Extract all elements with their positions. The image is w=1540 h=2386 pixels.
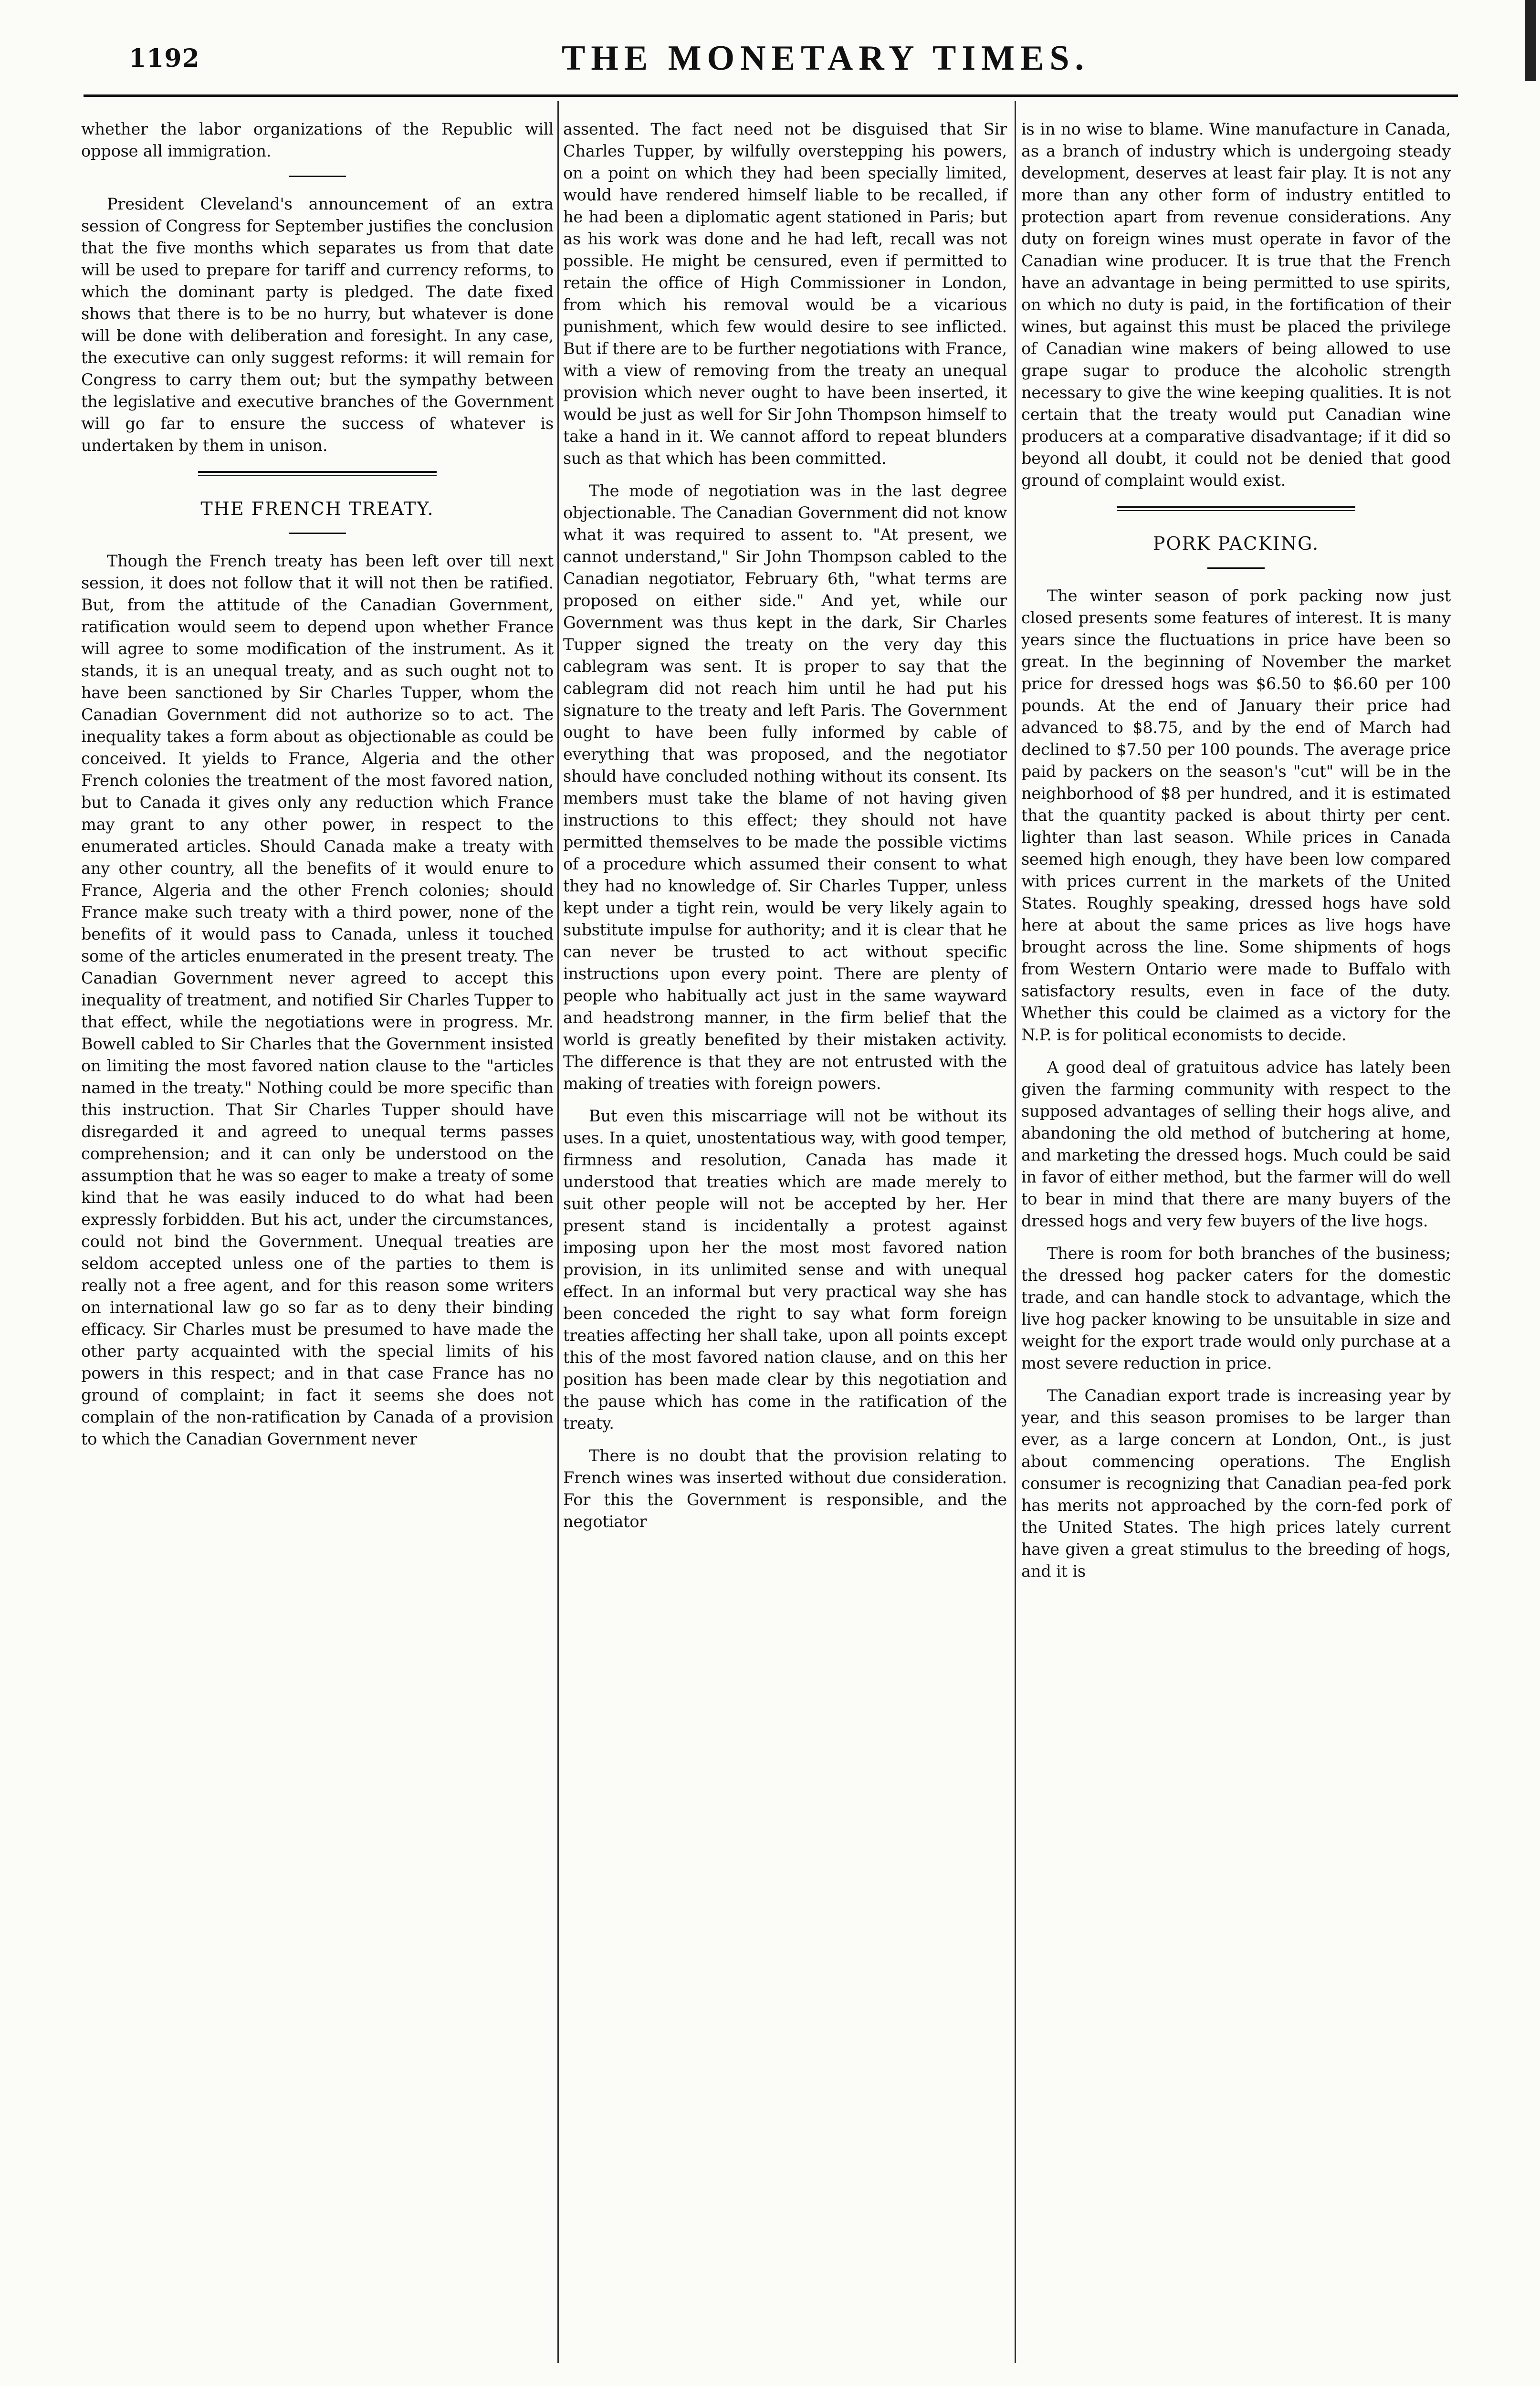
paragraph: Though the French treaty has been left over till next session, it does not follow that it will not then be ratified. But, from the attitude of the Canadian Government, ratification would seem to depend upon whether France will agree to some modification of the instrument. As it stands, it is an unequal treaty, and as such ought not to have been sanctioned by Sir Charles Tupper, whom the Canadian Government did not authorize so to act. The inequality takes a form about as objectionable as could be conceived. It yields to France, Algeria and the other French colonies the treatment of the most favored nation, but to Canada it gives only any reduction which France may grant to any other power, in respect to the enumerated articles. Should Canada make a treaty with any other country, all the benefits of it would enure to France, Algeria and the other French colonies; should France make such treaty with a third power, none of the benefits of it would pass to Canada, unless it touched some of the articles enumerated in the present treaty. The Canadian Government never agreed to accept this inequality of treatment, and notified Sir Charles Tupper to that effect, while the negotiations were in progress. Mr. Bowell cabled to Sir Charles that the Government insisted on limiting the most favored nation clause to the "articles named in the treaty." Nothing could be more specific than this instruction. That Sir Charles Tupper should have disregarded it and agreed to unequal terms passes comprehension; and it can only be understood on the assumption that he was so eager to make a treaty of some kind that he was easily induced to do what had been expressly forbidden. But his act, under the circumstances, could not bind the Government. Unequal treaties are seldom accepted unless one of the parties to them is really not a free agent, and for this reason some writers on international law go so far as to deny their binding efficacy. Sir Charles must be presumed to have made the other party acquainted with the special limits of his powers in this respect; and in that case France has no ground of complaint; in fact it seems she does not complain of the non-ratification by Canada of a provision to which the Canadian Government never <box>81 552 554 1448</box>
column-divider-1 <box>557 101 559 2363</box>
masthead-title: THE MONETARY TIMES. <box>562 39 1090 78</box>
page-edge-mark <box>1525 0 1536 81</box>
column-2 <box>563 118 1007 1543</box>
paragraph: The Canadian export trade is increasing year by year, and this season promises to be larger than ever, as a large concern at London, Ont., is just about commencing operations. The English consumer is recognizing that Canadian pea-fed pork has merits not approached by the corn-fed pork of the United States. The high prices lately current have given a great stimulus to the breeding of hogs, and it is <box>1021 1386 1451 1580</box>
section-divider <box>1117 506 1355 511</box>
paragraph: The winter season of pork packing now just closed presents some features of interest. It is many years since the fluctuations in price have been so great. In the beginning of November the market price for dressed hogs was $6.50 to $6.60 per 100 pounds. At the end of January their price had advanced to $8.75, and by the end of March had declined to $7.50 per 100 pounds. The average price paid by packers on the season's "cut" will be in the neighborhood of $8 per hundred, and it is estimated that the quantity packed is about thirty per cent. lighter than last season. While prices in Canada seemed high enough, they have been low compared with prices current in the markets of the United States. Roughly speaking, dressed hogs have sold here at about the same prices as live hogs have brought across the line. Some shipments of hogs from Western Ontario were made to Buffalo with satisfactory results, even in face of the duty. Whether this could be claimed as a victory for the N.P. is for political economists to decide. <box>1021 586 1451 1044</box>
page-number: 1192 <box>129 44 200 73</box>
section-divider <box>198 471 437 476</box>
paragraph: President Cleveland's announcement of an extra session of Congress for September justifies the conclusion that the five months which separates us from that date will be used to prepare for tariff and currency reforms, to which the dominant party is pledged. The date fixed shows that there is to be no hurry, but whatever is done will be done with deliberation and foresight. In any case, the executive can only suggest reforms: it will remain for Congress to carry them out; but the sympathy between the legislative and executive branches of the Government will go far to ensure the success of whatever is undertaken by them in unison. <box>81 195 554 455</box>
section-heading-pork-packing: PORK PACKING. <box>1152 533 1320 554</box>
paragraph: A good deal of gratuitous advice has lately been given the farming community with respect to the supposed advantages of selling their hogs alive, and abandoning the old method of butchering at home, and marketing the dressed hogs. Much could be said in favor of either method, but the farmer will do well to bear in mind that there are many buyers of the dressed hogs and very few buyers of the live hogs. <box>1021 1058 1451 1230</box>
paragraph: But even this miscarriage will not be without its uses. In a quiet, unostentatious way, with good temper, firmness and resolution, Canada has made it understood that treaties which are made merely to suit other people will not be accepted by her. Her present stand is incidentally a protest against imposing upon her the most most favored nation provision, in its unlimited sense and with unequal effect. In an informal but very practical way she has been conceded the right to say what form foreign treaties affecting her shall take, upon all points except this of the most favored nation clause, and on this her position has been made clear by this negotiation and the pause which has come in the ratification of the treaty. <box>563 1107 1007 1433</box>
paragraph: The mode of negotiation was in the last degree objectionable. The Canadian Government did not know what it was required to assent to. "At present, we cannot understand," Sir John Thompson cabled to the Canadian negotiator, February 6th, "what terms are proposed on either side." And yet, while our Government was thus kept in the dark, Sir Charles Tupper signed the treaty on the very day this cablegram was sent. It is proper to say that the cablegram did not reach him until he had put his signature to the treaty and left Paris. The Government ought to have been fully informed by cable of everything that was proposed, and the negotiator should have concluded nothing without its consent. Its members must take the blame of not having given instructions to this effect; they should not have permitted themselves to be made the possible victims of a procedure which assumed their consent to what they had no knowledge of. Sir Charles Tupper, unless kept under a tight rein, would be very likely again to substitute impulse for authority; and it is clear that he can never be trusted to act without specific instructions upon every point. There are plenty of people who habitually act just in the same wayward and headstrong manner, in the firm belief that the world is greatly benefited by their mistaken activity. The difference is that they are not entrusted with the making of treaties with foreign powers. <box>563 481 1007 1093</box>
column-3 <box>1021 118 1451 1593</box>
header-rule <box>84 94 1458 97</box>
section-heading-french-treaty: THE FRENCH TREATY. <box>200 498 434 519</box>
paragraph: is in no wise to blame. Wine manufacture in Canada, as a branch of industry which is undergoing steady development, deserves at least fair play. It is not any more than any other form of industry entitled to protection apart from revenue considerations. Any duty on foreign wines must operate in favor of the Canadian wine producer. It is true that the French have an advantage in being permitted to use spirits, on which no duty is paid, in the fortification of their wines, but against this must be placed the privilege of Canadian wine makers of being allowed to use grape sugar to produce the alcoholic strength necessary to give the wine keeping qualities. It is not certain that the treaty would put Canadian wine producers at a comparative disadvantage; if it did so beyond all doubt, it could not be denied that good ground of complaint would exist. <box>1021 120 1451 490</box>
column-divider-2 <box>1015 101 1016 2363</box>
paragraph: whether the labor organizations of the Republic will oppose all immigration. <box>81 120 554 160</box>
paragraph: There is no doubt that the provision relating to French wines was inserted without due consideration. For this the Government is responsible, and the negotiator <box>563 1446 1007 1531</box>
heading-rule <box>1207 567 1265 569</box>
separator-rule <box>289 176 346 177</box>
paragraph: assented. The fact need not be disguised that Sir Charles Tupper, by wilfully overstepping his powers, on a point on which they had been specially limited, would have rendered himself liable to be recalled, if he had been a diplomatic agent stationed in Paris; but as his work was done and he had left, recall was not possible. He might be censured, even if permitted to retain the office of High Commissioner in London, from which his removal would be a vicarious punishment, which few would desire to see inflicted. But if there are to be further negotiations with France, with a view of removing from the treaty an unequal provision which never ought to have been inserted, it would be just as well for Sir John Thompson himself to take a hand in it. We cannot afford to repeat blunders such as that which has been committed. <box>563 120 1007 468</box>
paragraph: There is room for both branches of the business; the dressed hog packer caters for the domestic trade, and can handle stock to advantage, which the live hog packer knowing to be unsuitable in size and weight for the export trade would only purchase at a most severe reduction in price. <box>1021 1244 1451 1372</box>
heading-rule <box>289 533 346 534</box>
column-1 <box>81 118 554 1461</box>
